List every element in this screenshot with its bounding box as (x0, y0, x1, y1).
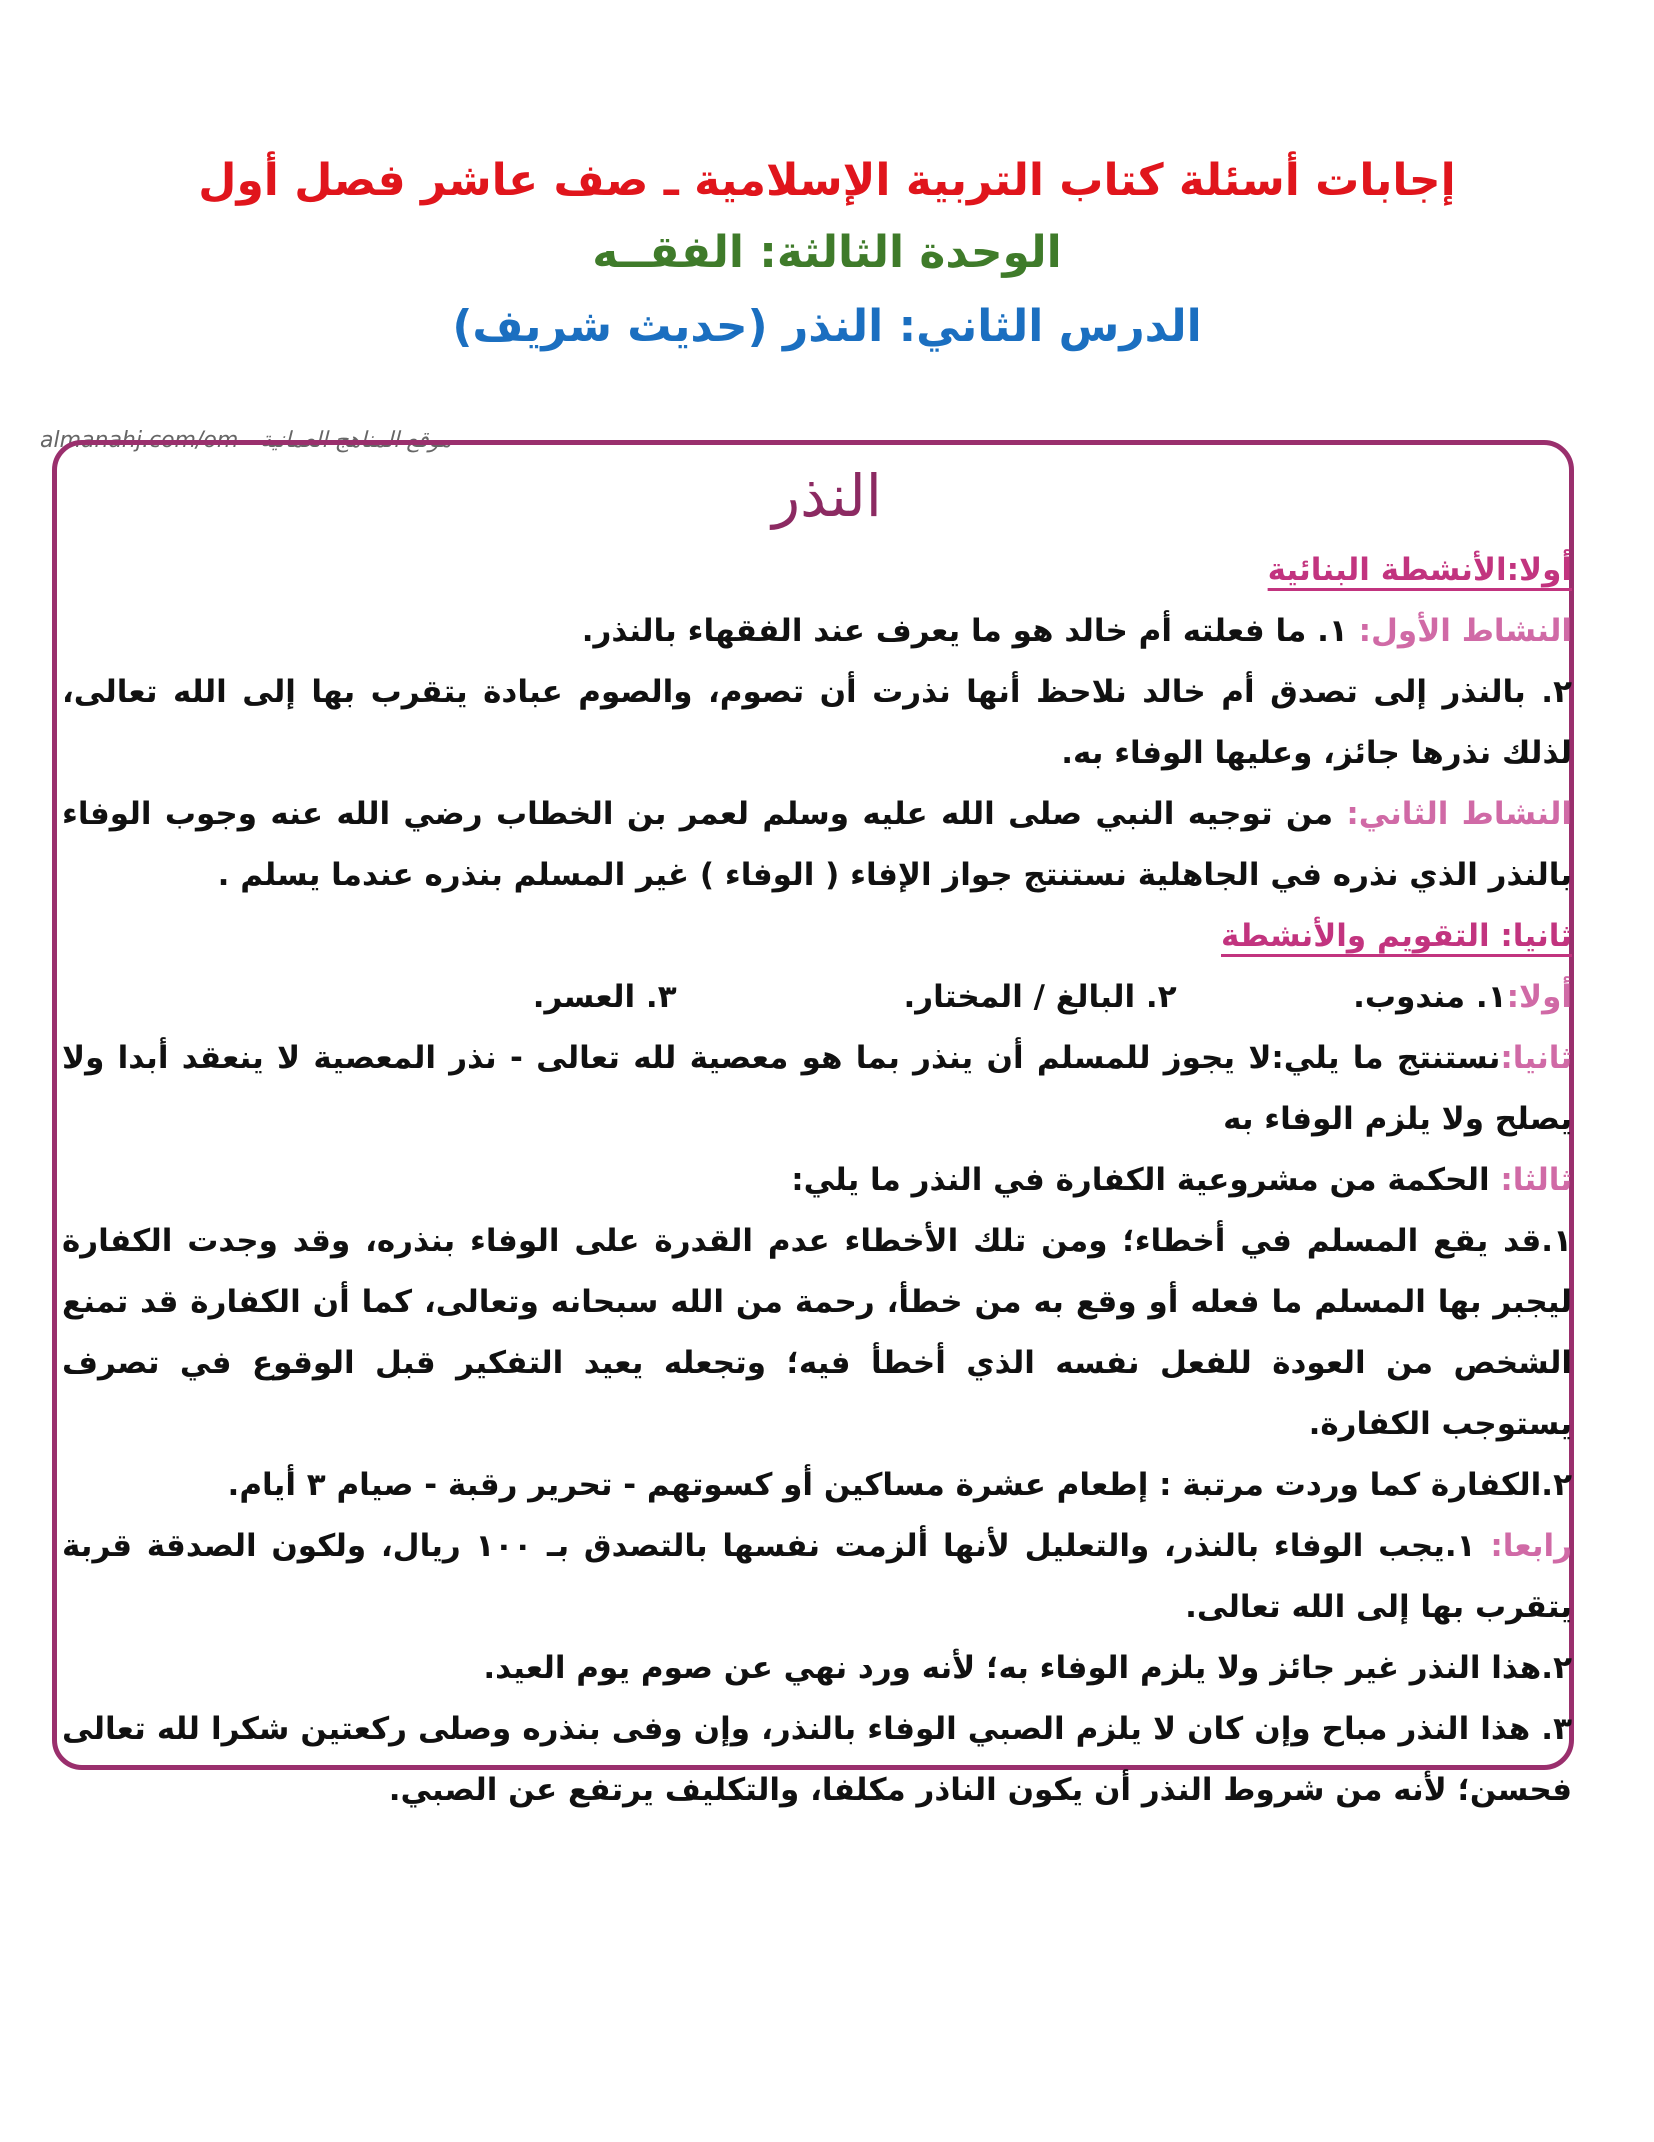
activity-2 (62, 784, 1572, 906)
question-4-text: ١.يجب الوفاء بالنذر، والتعليل لأنها ألزمت نفسها بالتصدق بـ ١٠٠ ريال، ولكون الصدقة قربة يتقرب بها إلى الله تعالى. (62, 1528, 1572, 1625)
question-3-text: الحكمة من مشروعية الكفارة في النذر ما يلي: (791, 1162, 1501, 1198)
activity-1-text: ١. ما فعلته أم خالد هو ما يعرف عند الفقهاء بالنذر. (581, 613, 1359, 649)
question-4-label: رابعا: (1490, 1528, 1572, 1564)
question-1-option-3: ٣. العسر. (532, 979, 677, 1015)
question-1-option-1: ١. مندوب. (1353, 979, 1507, 1015)
unit-title: الوحدة الثالثة: الفقــه (592, 227, 1062, 278)
question-1-option-2: ٢. البالغ / المختار. (903, 979, 1177, 1015)
question-3-label: ثالثا: (1500, 1162, 1572, 1198)
activity-1-label: النشاط الأول: (1358, 613, 1572, 649)
question-1-label: أولا: (1506, 979, 1572, 1015)
question-2 (62, 1028, 1572, 1150)
document-header (0, 145, 1654, 365)
box-title: النذر (772, 462, 882, 530)
watermark: almanahj.com/om - موقع المناهج العمانية (40, 428, 452, 453)
question-2-label: ثانيا: (1500, 1040, 1572, 1076)
activity-2-text: من توجيه النبي صلى الله عليه وسلم لعمر بن الخطاب رضي الله عنه وجوب الوفاء بالنذر الذي نذره في الجاهلية نستنتج جواز الإفاء ( الوفاء ) غير المسلم بنذره عندما يسلم . (62, 796, 1572, 893)
section-heading-evaluation: ثانيا: التقويم والأنشطة (1221, 918, 1572, 954)
question-4 (62, 1516, 1572, 1638)
document-title: إجابات أسئلة كتاب التربية الإسلامية ـ صف عاشر فصل أول (198, 155, 1456, 206)
question-4-point-3: ٣. هذا النذر مباح وإن كان لا يلزم الصبي الوفاء بالنذر، وإن وفى بنذره وصلى ركعتين شكرا لله تعالى فحسن؛ لأنه من شروط النذر أن يكون الناذر مكلفا، والتكليف يرتفع عن الصبي. (62, 1711, 1572, 1808)
question-2-text: نستنتج ما يلي:لا يجوز للمسلم أن ينذر بما هو معصية لله تعالى - نذر المعصية لا ينعقد أبدا ولا يصلح ولا يلزم الوفاء به (62, 1040, 1572, 1137)
question-4-point-2: ٢.هذا النذر غير جائز ولا يلزم الوفاء به؛ لأنه ورد نهي عن صوم يوم العيد. (483, 1650, 1572, 1686)
section-heading-constructive: أولا:الأنشطة البنائية (1267, 552, 1572, 588)
activity-2-label: النشاط الثاني: (1346, 796, 1572, 832)
question-1 (62, 967, 1572, 1028)
question-3-point-2: ٢.الكفارة كما وردت مرتبة : إطعام عشرة مساكين أو كسوتهم - تحرير رقبة - صيام ٣ أيام. (227, 1467, 1572, 1503)
activity-1-point-2: ٢. بالنذر إلى تصدق أم خالد نلاحظ أنها نذرت أن تصوم، والصوم عبادة يتقرب بها إلى الله تعالى، لذلك نذرها جائز، وعليها الوفاء به. (62, 674, 1572, 771)
question-3-point-1: ١.قد يقع المسلم في أخطاء؛ ومن تلك الأخطاء عدم القدرة على الوفاء بنذره، وقد وجدت الكفارة ليجبر بها المسلم ما فعله أو وقع به من خطأ، رحمة من الله سبحانه وتعالى، كما أن الكفارة قد تمنع الشخص من العودة للفعل نفسه الذي أخطأ فيه؛ وتجعله يعيد التفكير قبل الوقوع في تصرف يستوجب الكفارة. (62, 1223, 1572, 1442)
activity-1 (62, 601, 1572, 662)
answers-content (62, 540, 1572, 1821)
lesson-title: الدرس الثاني: النذر (حديث شريف) (452, 301, 1202, 352)
question-3 (62, 1150, 1572, 1211)
